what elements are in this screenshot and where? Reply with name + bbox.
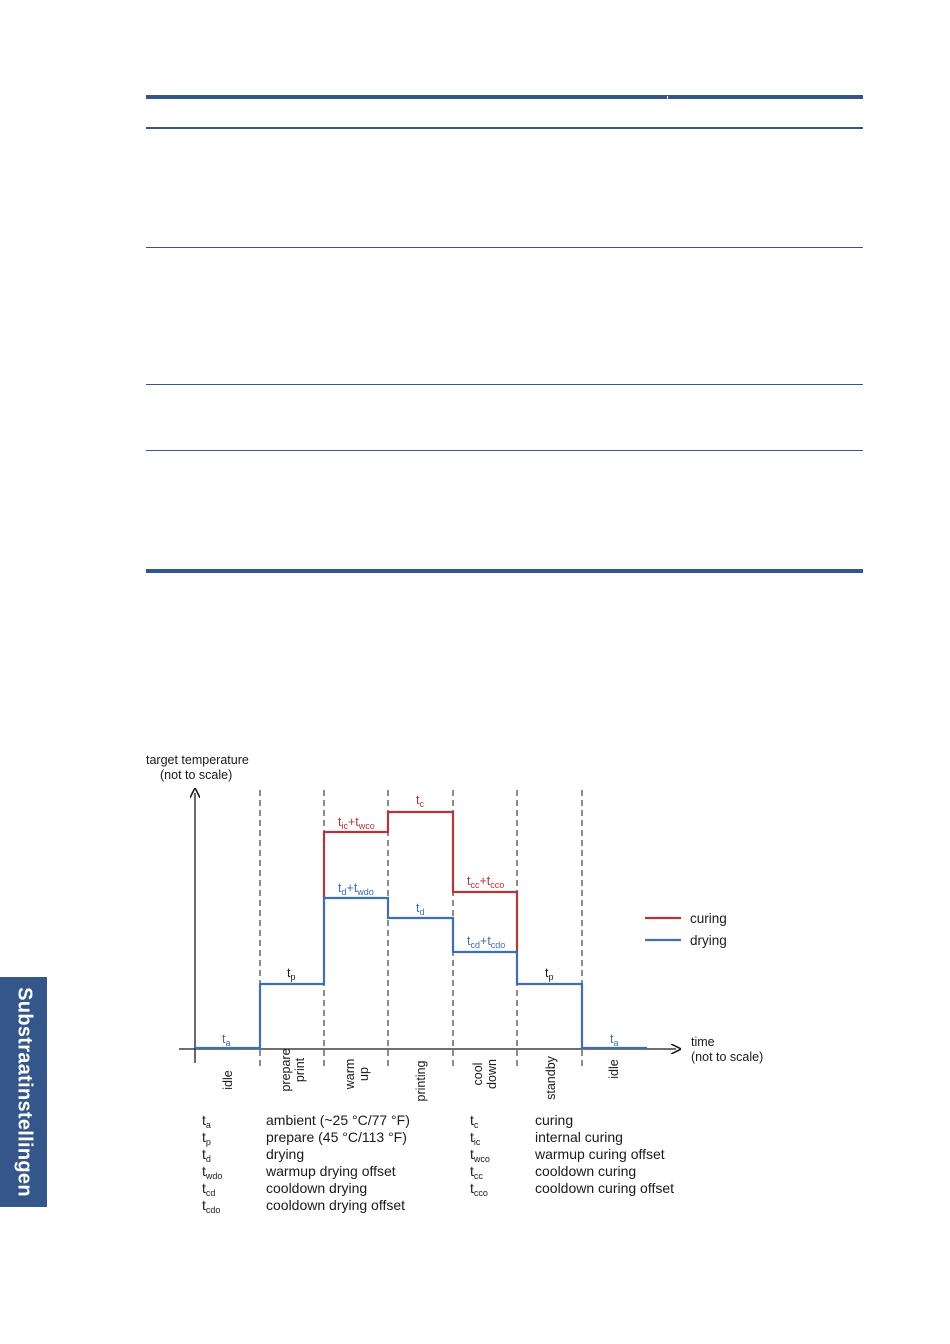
warmup-drying-label: $t_d+t_{wdo}$ [338, 881, 374, 897]
glossary-description: prepare (45 °C/113 °F) [266, 1129, 407, 1145]
ambient-label-end: $t_a$ [610, 1032, 619, 1048]
glossary-description: curing [535, 1112, 574, 1128]
glossary-symbol: $t_{ic}$ [470, 1129, 481, 1147]
warmup-curing-label: $t_{ic}+t_{wco}$ [338, 815, 375, 831]
phase-label-warm-up: warmup [343, 1058, 371, 1090]
drying-line [195, 898, 647, 1048]
phase-label-idle-end: idle [607, 1059, 621, 1079]
glossary-symbol: $t_{wdo}$ [202, 1163, 223, 1181]
x-axis-label-line2: (not to scale) [691, 1050, 764, 1064]
cooldown-curing-label: $t_{cc}+t_{cco}$ [467, 874, 505, 890]
glossary-symbol: $t_{cd}$ [202, 1180, 216, 1198]
y-axis-label-line2: (not to scale) [160, 768, 233, 782]
phase-label-standby: standby [544, 1056, 558, 1100]
prepare-label: $t_p$ [287, 966, 296, 982]
glossary-description: cooldown curing offset [535, 1180, 675, 1196]
glossary-symbol: $t_p$ [202, 1129, 211, 1147]
printing-drying-label: $t_d$ [416, 901, 425, 917]
glossary-symbol: $t_d$ [202, 1146, 211, 1164]
legend-curing-label: curing [690, 911, 727, 926]
phase-label-prepare-print: prepareprint [279, 1048, 307, 1092]
glossary-description: drying [266, 1146, 305, 1162]
phase-label-cool-down: cooldown [471, 1059, 499, 1089]
ambient-label: $t_a$ [222, 1032, 231, 1048]
cooldown-drying-label: $t_{cd}+t_{cdo}$ [467, 934, 506, 950]
phase-label-printing: printing [414, 1060, 428, 1102]
glossary-left [202, 1112, 410, 1215]
phase-labels [221, 1048, 621, 1101]
glossary-symbol: $t_{cdo}$ [202, 1197, 221, 1215]
phase-separators [260, 790, 582, 1066]
glossary-description: warmup curing offset [535, 1146, 665, 1162]
legend-drying-label: drying [690, 933, 727, 948]
glossary-description: internal curing [535, 1129, 623, 1145]
glossary-description: warmup drying offset [266, 1163, 396, 1179]
glossary-description: cooldown drying offset [266, 1197, 406, 1213]
printing-curing-label: $t_c$ [416, 793, 424, 809]
standby-prepare-label: $t_p$ [545, 966, 554, 982]
glossary-description: cooldown curing [535, 1163, 637, 1179]
y-axis-label-line1: target temperature [146, 753, 249, 767]
glossary-symbol: $t_{cc}$ [470, 1163, 483, 1181]
section-side-tab-label: Substraatinstellingen [13, 987, 35, 1197]
glossary-symbol: $t_{wco}$ [470, 1146, 490, 1164]
phase-label-idle: idle [221, 1070, 235, 1090]
glossary-symbol: $t_a$ [202, 1112, 211, 1130]
glossary-symbol: $t_c$ [470, 1112, 479, 1130]
x-axis-label-line1: time [691, 1035, 715, 1049]
glossary-description: cooldown drying [266, 1180, 368, 1196]
glossary-description: ambient (~25 °C/77 °F) [266, 1112, 410, 1128]
glossary-right [470, 1112, 674, 1198]
glossary-symbol: $t_{cco}$ [470, 1180, 488, 1198]
